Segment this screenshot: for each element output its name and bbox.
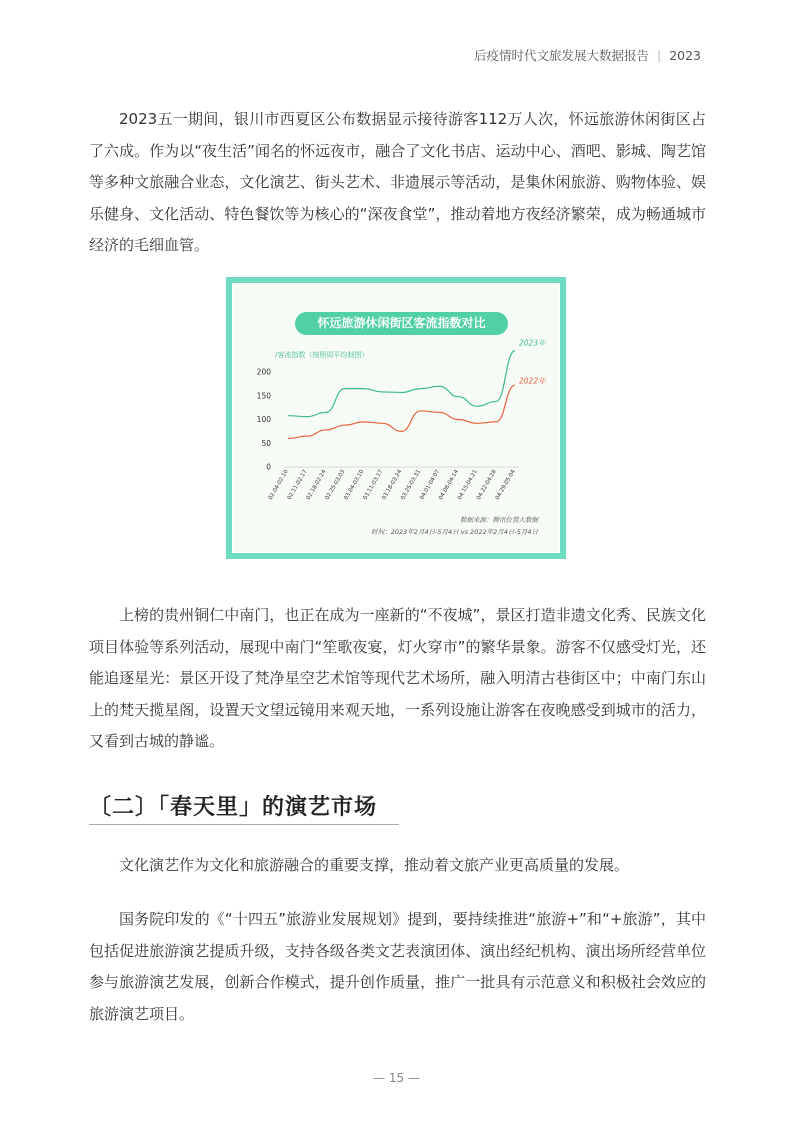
series-label: 2023年 (519, 338, 546, 348)
y-tick-label: 50 (261, 438, 271, 448)
chart-figure (226, 277, 566, 559)
chart-title: 怀远旅游休闲街区客流指数对比 (295, 312, 508, 335)
header-year: 2023 (669, 48, 701, 63)
section-heading: 〔二〕「春天里」的演艺市场 (89, 795, 378, 820)
section-underline (89, 824, 399, 825)
y-tick-label: 150 (256, 391, 271, 401)
x-tick-label: 04.15-04.21 (456, 469, 479, 501)
y-tick-label: 0 (266, 462, 271, 472)
x-tick-label: 04.29-05.04 (494, 469, 517, 501)
x-tick-label: 04.08-04.14 (438, 469, 460, 501)
x-tick-label: 03.18-03.24 (381, 469, 404, 501)
y-tick-label: 200 (256, 367, 271, 377)
chart-panel (232, 283, 560, 553)
y-tick-label: 100 (256, 415, 271, 424)
running-header (474, 46, 701, 64)
x-tick-label: 02.11-02.17 (286, 469, 309, 501)
x-tick-label: 03.04-03.10 (343, 469, 366, 501)
paragraph-tongren: 上榜的贵州铜仁中南门，也正在成为一座新的“不夜城”，景区打造非遗文化秀、民族文化项目体验等系列活动，展现中南门“笙歌夜宴，灯火穿市”的繁华景象。游客不仅感受灯光，还能追逐星光：景区开设了梵净星空艺术馆等现代艺术场所，融入明清古巷街区中；中南门东山上的梵天揽星阁，设置天文望远镜用来观天地，一系列设施让游客在夜晚感受到城市的活力，又看到古城的静谧。 (89, 606, 706, 750)
header-title: 后疫情时代文旅发展大数据报告 (473, 48, 649, 63)
chart-source: 数据来源：腾讯位置大数据 (460, 516, 538, 524)
chart-period: 时间：2023年2月4日-5月4日 vs 2022年2月4日-5月4日 (371, 528, 538, 536)
x-tick-label: 02.18-02.24 (305, 469, 328, 501)
line-chart (233, 284, 559, 552)
x-tick-label: 04.22-04.28 (475, 469, 498, 501)
series-label: 2022年 (519, 376, 546, 386)
series-line-2022 (288, 385, 515, 438)
series-line-2023 (288, 351, 515, 417)
paragraph-tourism-plan: 国务院印发的《“十四五”旅游业发展规划》提到，要持续推进“旅游+”和“+旅游”，其中包括促进旅游演艺提质升级，支持各级各类文艺表演团体、演出经纪机构、演出场所经营单位参与旅游演艺发展，创新合作模式，提升创作质量，推广一批具有示范意义和积极社会效应的旅游演艺项目。 (89, 910, 706, 1023)
x-tick-label: 04.01-04.07 (419, 469, 442, 501)
x-tick-label: 03.25-03.31 (400, 469, 423, 501)
x-tick-label: 03.11-03.17 (362, 469, 385, 501)
page-number: — 15 — (373, 1071, 420, 1085)
x-tick-label: 02.25-03.03 (324, 469, 347, 501)
paragraph-yinchuan: 2023五一期间，银川市西夏区公布数据显示接待游客112万人次，怀远旅游休闲街区占了六成。作为以“夜生活”闻名的怀远夜市，融合了文化书店、运动中心、酒吧、影城、陶艺馆等多种文旅融合业态，文化演艺、街头艺术、非遗展示等活动，是集休闲旅游、购物体验、娱乐健身、文化活动、特色餐饮等为核心的“深夜食堂”，推动着地方夜经济繁荣，成为畅通城市经济的毛细血管。 (89, 110, 706, 254)
paragraph-performing-arts: 文化演艺作为文化和旅游融合的重要支撑，推动着文旅产业更高质量的发展。 (119, 856, 630, 874)
x-tick-label: 02.04-02.10 (267, 469, 290, 501)
header-separator: | (656, 48, 662, 63)
y-axis-label: /客流指数（按照周平均制图） (275, 351, 369, 359)
